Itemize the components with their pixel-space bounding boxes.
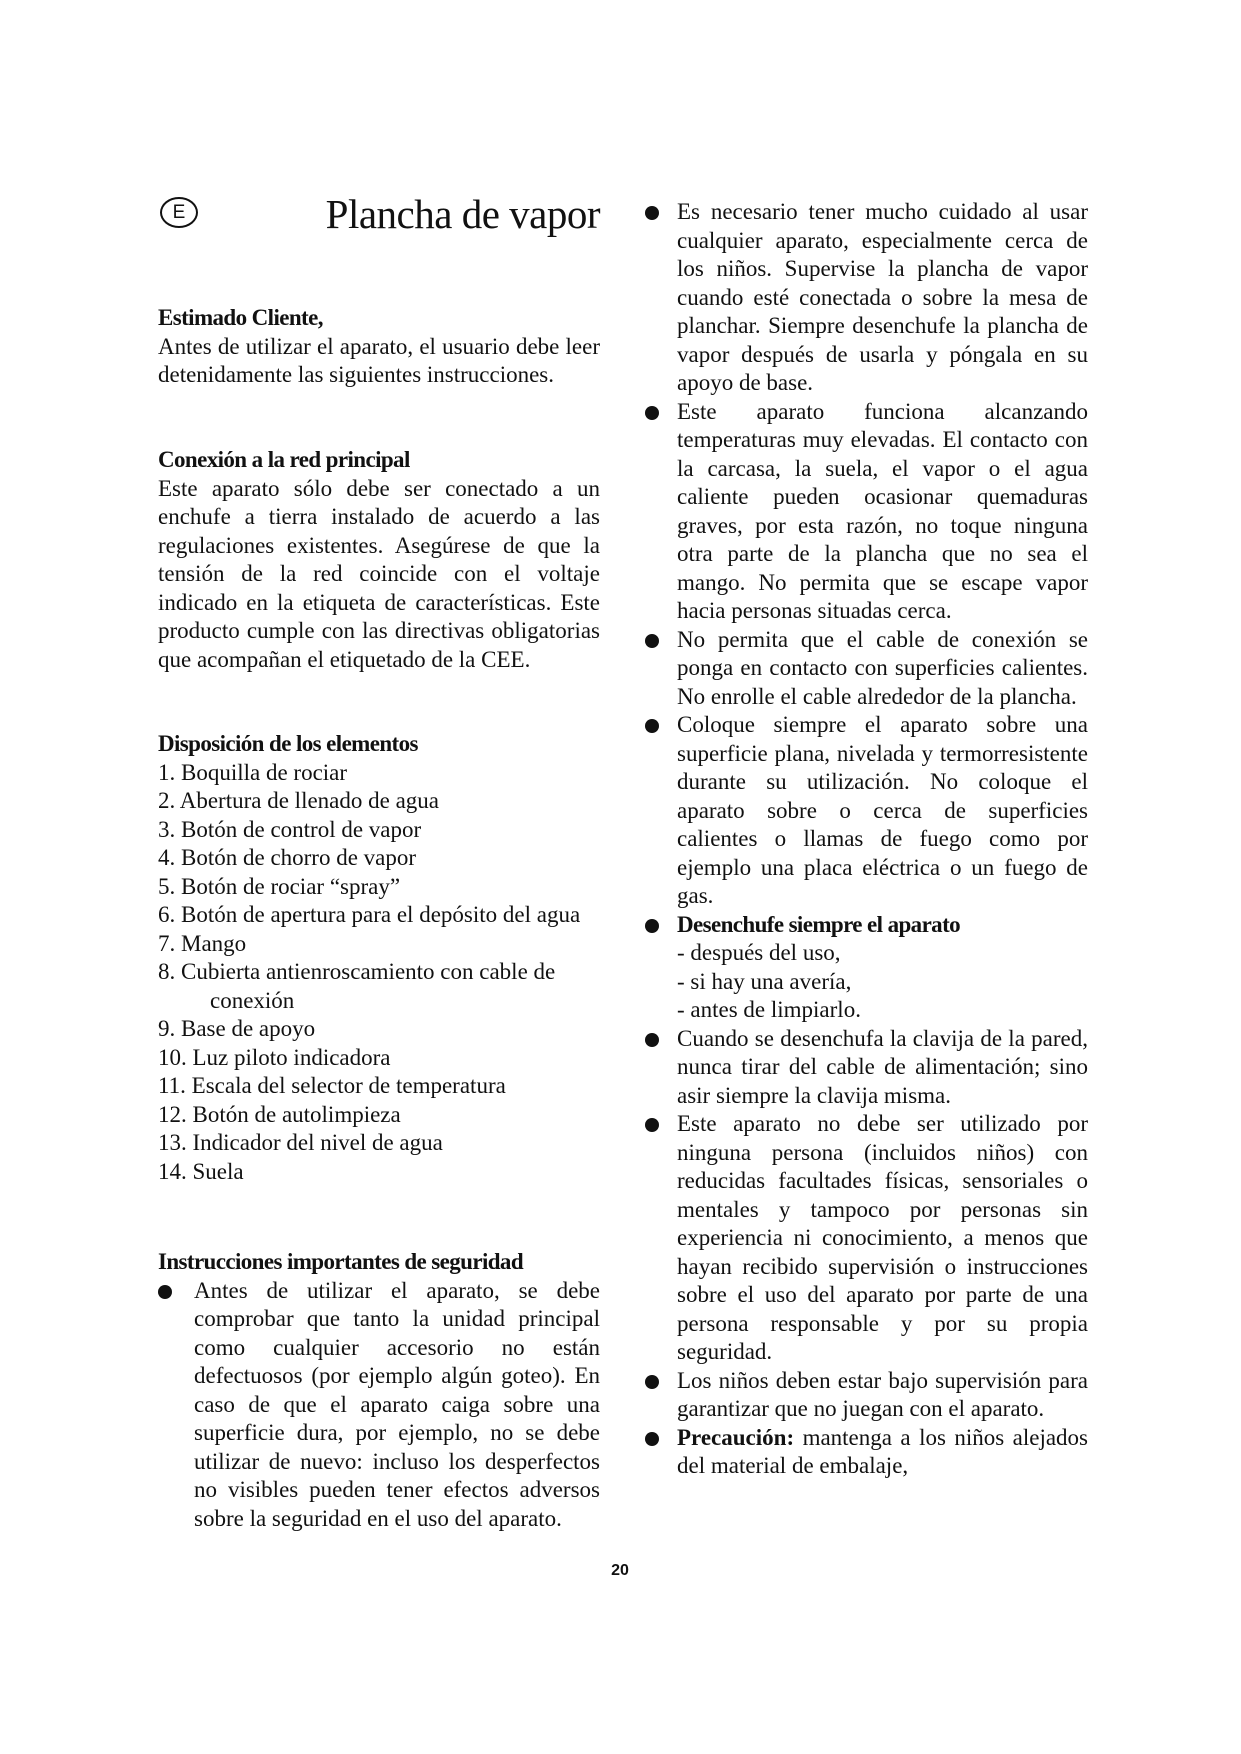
page-title: Plancha de vapor	[325, 191, 600, 237]
intro-section	[158, 304, 600, 390]
page-number: 20	[611, 1562, 629, 1579]
caution-text: mantenga a los niños alejados del material de embalaje,	[677, 1424, 1089, 1478]
list-item: 14. Suela	[158, 1158, 244, 1184]
bullet-item-caution	[645, 1424, 1088, 1481]
list-item: 5. Botón de rociar “spray”	[158, 873, 401, 899]
list-item: 12. Botón de autolimpieza	[158, 1101, 401, 1127]
elements-heading: Disposición de los elementos	[158, 731, 418, 756]
connection-heading: Conexión a la red principal	[158, 447, 410, 472]
language-badge: E	[160, 197, 198, 228]
bullet-item: Este aparato funciona alcanzando temperaturas muy elevadas. El contacto con la carcasa, la suela, el vapor o el agua caliente pueden ocasionar quemaduras graves, por esta razón, no toque ninguna otra parte de la plancha que no sea el mango. No permita que se escape vapor hacia personas situadas cerca.	[645, 398, 1088, 626]
right-column	[645, 198, 1088, 1481]
sub-item: - después del uso,	[677, 940, 841, 965]
list-item: 13. Indicador del nivel de agua	[158, 1130, 443, 1155]
bullet-item: Antes de utilizar el aparato, se debe comprobar que tanto la unidad principal como cualquier accesorio no están defectuosos (por ejemplo algún goteo). En caso de que el aparato caiga sobre una superficie dura, por ejemplo, no se debe utilizar de nuevo: incluso los desperfectos no visibles pueden tener efectos adversos sobre la seguridad en el uso del aparato.	[158, 1277, 600, 1534]
elements-list	[158, 759, 600, 1187]
intro-text: Antes de utilizar el aparato, el usuario debe leer detenidamente las siguientes instrucciones.	[158, 333, 600, 387]
unplug-sublist	[677, 939, 1088, 1025]
sub-item: - antes de limpiarlo.	[677, 997, 861, 1022]
sub-item: - si hay una avería,	[677, 968, 852, 994]
list-item: 3. Botón de control de vapor	[158, 816, 422, 842]
list-item: 2. Abertura de llenado de agua	[158, 788, 439, 813]
connection-text: Este aparato sólo debe ser conectado a un enchufe a tierra instalado de acuerdo a las regulaciones existentes. Asegúrese de que la tensión de la red coincide con el voltaje indicado en la etiqueta de características. Este producto cumple con las directivas obligatorias que acompañan el etiquetado de la CEE.	[158, 475, 600, 672]
caution-label: Precaución:	[677, 1424, 795, 1450]
list-item: 6. Botón de apertura para el depósito del agua	[158, 902, 581, 927]
bullet-item: No permita que el cable de conexión se ponga en contacto con superficies calientes. No enrolle el cable alrededor de la plancha.	[645, 626, 1088, 712]
bullet-item: Coloque siempre el aparato sobre una superficie plana, nivelada y termorresistente durante su utilización. No coloque el aparato sobre o cerca de superficies calientes o llamas de fuego como por ejemplo una placa eléctrica o un fuego de gas.	[645, 711, 1088, 911]
bullet-item: Cuando se desenchufa la clavija de la pared, nunca tirar del cable de alimentación; sino asir siempre la clavija misma.	[645, 1025, 1088, 1111]
elements-section	[158, 730, 600, 1186]
list-item: 1. Boquilla de rociar	[158, 759, 348, 785]
safety-list-left	[158, 1277, 600, 1534]
unplug-heading: Desenchufe siempre el aparato	[677, 911, 961, 937]
list-item: 4. Botón de chorro de vapor	[158, 845, 417, 870]
list-item: 9. Base de apoyo	[158, 1016, 316, 1041]
connection-section	[158, 446, 600, 674]
bullet-item: Los niños deben estar bajo supervisión para garantizar que no juegan con el aparato.	[645, 1367, 1088, 1424]
bullet-item: Este aparato no debe ser utilizado por ninguna persona (incluidos niños) con reducidas facultades físicas, sensoriales o mentales y tampoco por personas sin experiencia ni conocimiento, a menos que hayan recibido supervisión o instrucciones sobre el uso del aparato por parte de una persona responsable y por su propia seguridad.	[645, 1110, 1088, 1367]
list-item: 8. Cubierta antienroscamiento con cable de conexión	[158, 959, 556, 1013]
bullet-item: Es necesario tener mucho cuidado al usar cualquier aparato, especialmente cerca de los niños. Supervise la plancha de vapor cuando esté conectada o sobre la mesa de planchar. Siempre desenchufe la plancha de vapor después de usarla y póngala en su apoyo de base.	[645, 198, 1088, 398]
safety-section	[158, 1248, 600, 1533]
list-item: 7. Mango	[158, 930, 247, 956]
bullet-item-unplug	[645, 911, 1088, 1025]
list-item: 10. Luz piloto indicadora	[158, 1044, 391, 1070]
intro-heading: Estimado Cliente,	[158, 305, 323, 330]
safety-heading: Instrucciones importantes de seguridad	[158, 1249, 524, 1274]
safety-list-right	[645, 198, 1088, 1481]
list-item: 11. Escala del selector de temperatura	[158, 1073, 506, 1098]
